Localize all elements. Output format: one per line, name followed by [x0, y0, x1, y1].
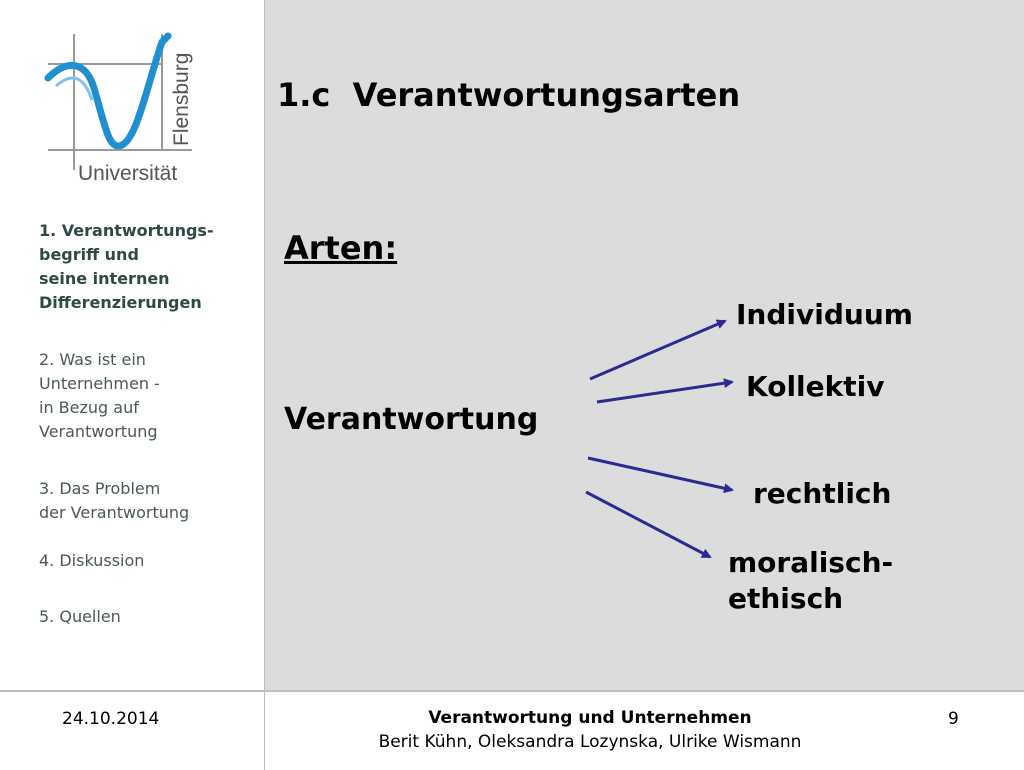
logo-graphic [42, 28, 198, 186]
target-rechtlich: rechtlich [753, 477, 892, 510]
footer-authors: Berit Kühn, Oleksandra Lozynska, Ulrike Wismann [378, 732, 802, 752]
target-kollektiv: Kollektiv [746, 370, 885, 403]
source-term: Verantwortung [284, 402, 539, 437]
footer-date: 24.10.2014 [62, 709, 160, 729]
target-moralisch-ethisch: moralisch- ethisch [728, 546, 894, 615]
footer [0, 690, 1024, 770]
sidebar-item-unternehmen[interactable]: 2. Was ist ein Unternehmen - in Bezug auf Verantwortung [39, 350, 160, 441]
sidebar-item-diskussion[interactable]: 4. Diskussion [39, 551, 145, 570]
university-logo [42, 28, 198, 186]
sidebar-item-problem[interactable]: 3. Das Problem der Verantwortung [39, 479, 190, 522]
logo-vertical-text: Flensburg [170, 52, 193, 146]
sidebar-item-quellen[interactable]: 5. Quellen [39, 607, 121, 626]
section-heading: Arten: [284, 229, 398, 267]
sidebar-item-verantwortungsbegriff[interactable]: 1. Verantwortungs- begriff und seine internen Differenzierungen [39, 221, 214, 312]
page-number: 9 [948, 709, 959, 729]
footer-divider [264, 692, 265, 770]
logo-bottom-text: Universität [78, 162, 178, 185]
target-individuum: Individuum [736, 298, 913, 331]
sidebar [0, 0, 265, 690]
footer-title: Verantwortung und Unternehmen [428, 708, 752, 728]
slide-title: 1.c Verantwortungsarten [277, 76, 741, 114]
